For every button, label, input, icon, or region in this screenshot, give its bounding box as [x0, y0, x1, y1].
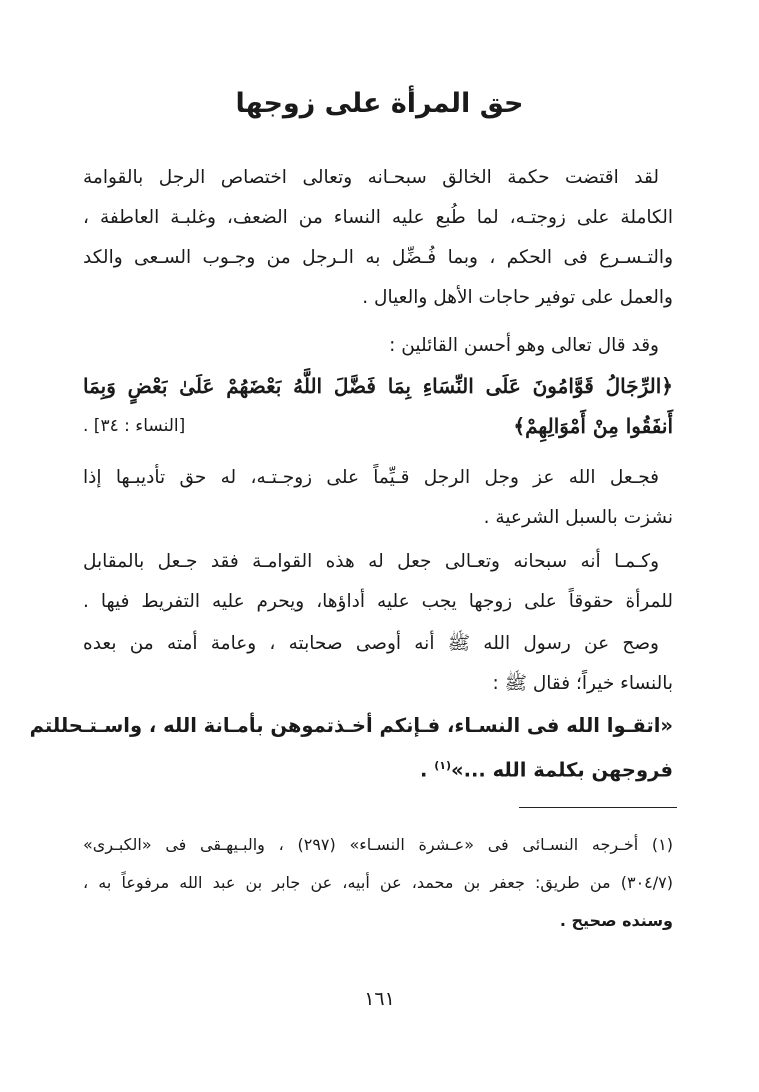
text-line: وصح عن رسول الله ﷺ أنه أوصى صحابته ، وعامة أمته من بعده [83, 633, 659, 654]
text-line: فجـعل الله عز وجل الرجل قـيِّماً على زوجـتـه، له حق تأديبـها إذا [83, 467, 659, 488]
text-line: لقد اقتضت حكمة الخالق سبحـانه وتعالى اختصاص الرجل بالقوامة [83, 167, 659, 188]
footnote-line: (٣٠٤/٧) من طريق: جعفر بن محمد، عن أبيه، عن جابر بن عبد الله مرفوعاً به ، [83, 873, 673, 892]
paragraph-4 [83, 542, 673, 622]
text-line: بالنساء خيراً؛ فقال ﷺ : [492, 673, 673, 694]
paragraph-2 [83, 326, 673, 366]
hadith-quote [29, 706, 673, 786]
verse-row-2 [83, 406, 673, 446]
hadith-line-2 [83, 746, 673, 786]
paragraph-1 [83, 158, 673, 318]
paragraph-5 [83, 624, 673, 704]
footnote-divider [519, 807, 677, 808]
hadith-line-1: «اتقـوا الله فى النسـاء، فـإنكم أخـذتموهن بأمـانة الله ، واسـتـحللتم [29, 714, 673, 737]
verse-line-2: أَنفَقُوا مِنْ أَمْوَالِهِمْ﴾ [513, 414, 673, 438]
footnote-marker: (١) [434, 759, 451, 772]
footnote-line: (١) أخـرجه النسـائى فى «عـشرة النسـاء» (٢٩٧) ، والبـيهـقى فى «الكبـرى» [83, 835, 674, 854]
quran-verse [83, 366, 673, 446]
text-line: للمرأة حقوقاً على زوجها يجب عليه أداؤها، ويحرم عليه التفريط فيها . [83, 591, 673, 612]
footnote-line: وسنده صحيح . [559, 911, 673, 930]
verse-reference: [النساء : ٣٤] . [83, 416, 186, 436]
text-line: الكاملة على زوجتـه، لما طُبع عليه النساء من الضعف، وغلبـة العاطفة ، [83, 207, 673, 228]
text-line: وكـمـا أنه سبحانه وتعـالى جعل له هذه القوامـة فقد جـعل بالمقابل [83, 551, 659, 572]
verse-line-1: ﴿الرِّجَالُ قَوَّامُونَ عَلَى النِّسَاءِ بِمَا فَضَّلَ اللَّهُ بَعْضَهُمْ عَلَىٰ بَعْضٍ وَبِمَا [83, 374, 673, 398]
text-line: نشزت بالسبل الشرعية . [483, 507, 673, 528]
hadith-text: فروجهن بكلمة الله ...» [451, 758, 673, 782]
text-line: والتـسـرع فى الحكم ، وبما فُـضِّل به الـرجل من وجـوب السـعى والكد [83, 247, 673, 268]
footnotes [83, 826, 673, 940]
text-line: والعمل على توفير حاجات الأهل والعيال . [362, 287, 673, 308]
page-number: ١٦١ [364, 988, 395, 1010]
page-title: حق المرأة على زوجها [235, 88, 524, 119]
hadith-end: . [420, 758, 435, 782]
paragraph-3 [83, 458, 673, 538]
text-line: وقد قال تعالى وهو أحسن القائلين : [389, 335, 659, 356]
